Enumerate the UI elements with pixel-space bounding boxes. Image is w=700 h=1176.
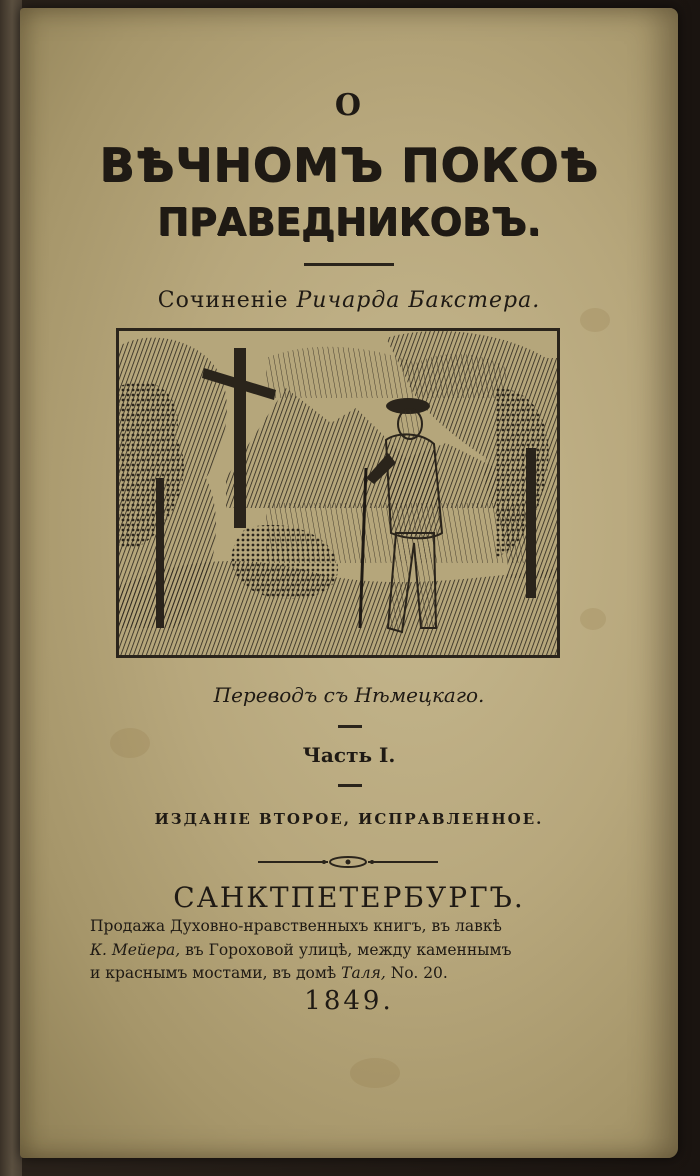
house-number: No. 20.: [385, 964, 448, 982]
author-line: [20, 288, 678, 313]
publication-year: 1849.: [304, 986, 394, 1016]
author-name: Ричарда Бакстера.: [296, 288, 541, 313]
house-owner: Таля,: [341, 964, 386, 982]
author-label: Сочиненіе: [157, 288, 289, 313]
title-line-2: ПРАВЕДНИКОВЪ.: [157, 200, 541, 244]
imprint-line-1: Продажа Духовно-нравственныхъ книгъ, въ лавкѣ: [90, 917, 502, 935]
title-page: [20, 8, 678, 1158]
engraving-traveler-cross-icon: [116, 328, 560, 658]
short-rule-top: [338, 725, 362, 728]
imprint-line-2: [90, 943, 610, 959]
short-rule-bottom: [338, 784, 362, 787]
edition-label: ИЗДАНІЕ ВТОРОЕ, ИСПРАВЛЕННОЕ.: [154, 810, 544, 828]
paper-stain: [580, 608, 606, 630]
imprint-address: въ Гороховой улицѣ, между каменнымъ: [180, 941, 512, 959]
part-label: Часть I.: [302, 743, 396, 767]
translation-note: Переводъ съ Нѣмецкаго.: [213, 683, 485, 707]
book-spine-edge: [0, 0, 22, 1176]
paper-stain: [350, 1058, 400, 1088]
publisher-name: К. Мейера,: [90, 941, 181, 959]
title-rule: [304, 263, 394, 266]
title-line-1: ВѢЧНОМЪ ПОКОѢ: [99, 138, 599, 192]
city-name: САНКТПЕТЕРБУРГЪ.: [173, 881, 525, 914]
title-preposition: О: [334, 88, 364, 123]
ornament-divider-icon: [258, 854, 438, 870]
imprint-location: и краснымъ мостами, въ домѣ: [90, 964, 342, 982]
imprint-line-3: [90, 966, 610, 982]
